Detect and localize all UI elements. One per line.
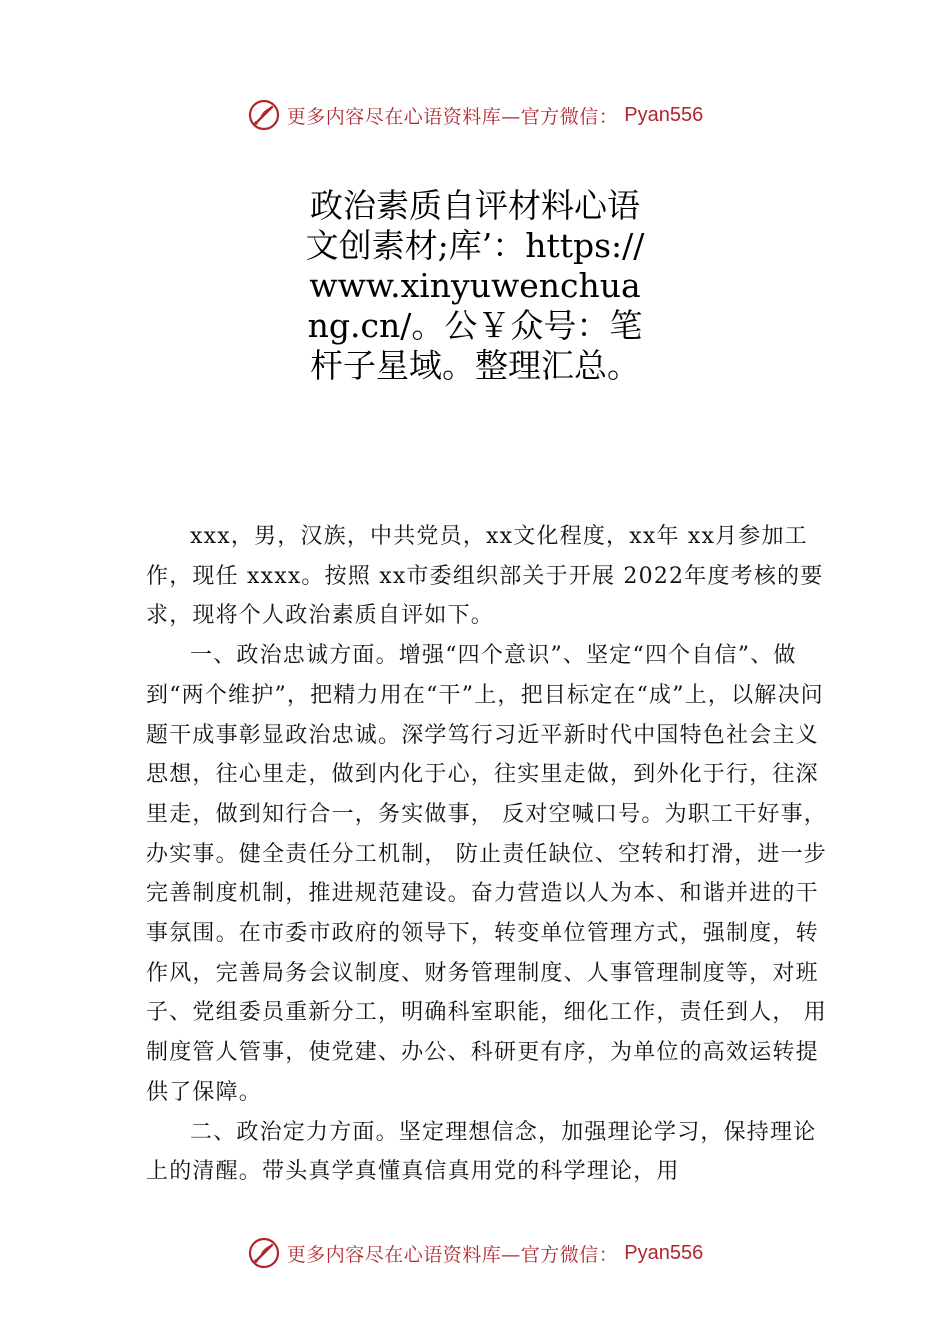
footer-banner (0, 1233, 950, 1273)
wechat-id: Pyan556 (624, 103, 704, 126)
document-title: 政治素质自评材料心语文创素材;库’：https://www.xinyuwenchuang.cn/。公￥众号：笔杆子星域。整理汇总。 (305, 186, 645, 385)
paragraph-political-loyalty: 一、政治忠诚方面。增强“四个意识”、坚定“四个自信”、做到“两个维护”，把精力用在“干”上，把目标定在“成”上，以解决问题干成事彰显政治忠诚。深学笃行习近平新时代中国特色社会主义思想，往心里走，做到内化于心，往实里走做，到外化于行，往深里走，做到知行合一，务实做事， 反对空喊口号。为职工干好事，办实事。健全责任分工机制， 防止责任缺位、空转和打滑，进一步完善制度机制，推进规范建设。奋力营造以人为本、和谐并进的干事氛围。在市委市政府的领导下，转变单位管理方式，强制度，转作风，完善局务会议制度、财务管理制度、人事管理制度等，对班子、党组委员重新分工，明确科室职能，细化工作，责任到人， 用制度管人管事，使党建、办公、科研更有序，为单位的高效运转提供了保障。 (146, 643, 827, 1105)
banner-text: 更多内容尽在心语资料库—官方微信： (286, 105, 619, 128)
quill-seal-icon (247, 1236, 281, 1270)
wechat-id: Pyan556 (624, 1241, 704, 1264)
document-body (146, 517, 830, 1192)
paragraph-intro: xxx，男，汉族，中共党员，xx文化程度，xx年 xx月参加工作，现任 xxxx。按照 xx市委组织部关于开展 2022年度考核的要求，现将个人政治素质自评如下。 (146, 524, 824, 629)
header-banner (0, 95, 950, 135)
quill-seal-icon (247, 98, 281, 132)
banner-text: 更多内容尽在心语资料库—官方微信： (286, 1243, 619, 1266)
paragraph-political-resolve: 二、政治定力方面。坚定理想信念，加强理论学习，保持理论上的清醒。带头真学真懂真信真用党的科学理论，用 (146, 1119, 817, 1185)
